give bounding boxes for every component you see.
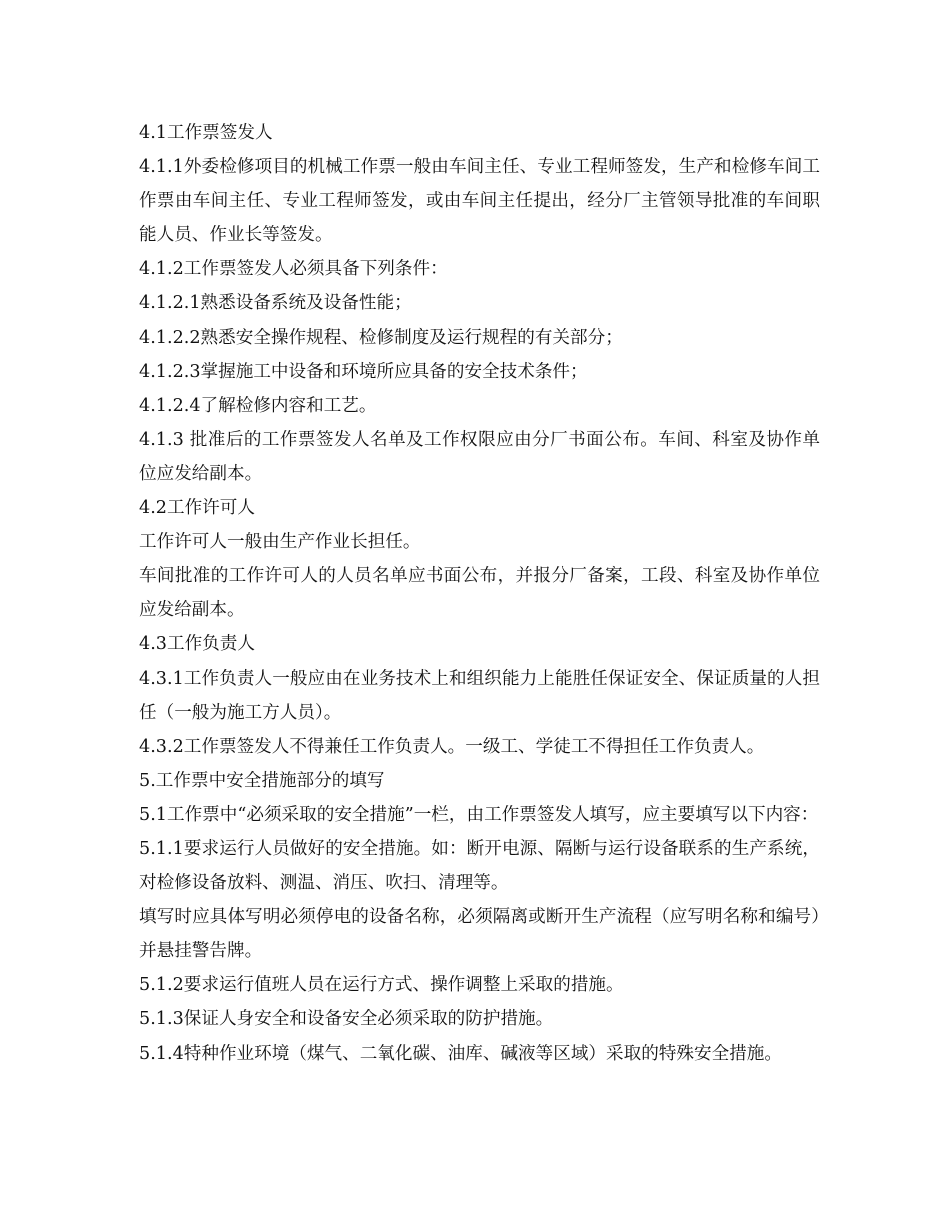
clause-5-1-4: 5.1.4特种作业环境（煤气、二氧化碳、油库、碱液等区域）采取的特殊安全措施。 [139,1043,782,1064]
clause-4-1-2: 4.1.2工作票签发人必须具备下列条件： [139,259,448,280]
paragraph-fill-instructions: 填写时应具体写明必须停电的设备名称，必须隔离或断开生产流程（应写明名称和编号）并悬挂警告牌。 [139,907,820,962]
clause-5-1: 5.1工作票中“必须采取的安全措施”一栏，由工作票签发人填写，应主要填写以下内容： [139,804,819,825]
clause-4-1-2-1: 4.1.2.1熟悉设备系统及设备性能； [139,293,412,314]
clause-4-3-2: 4.3.2工作票签发人不得兼任工作负责人。一级工、学徒工不得担任工作负责人。 [139,736,765,757]
paragraph-permit-list: 车间批准的工作许可人的人员名单应书面公布，并报分厂备案，工段、科室及协作单位应发给副本。 [139,566,820,621]
section-heading-4-1: 4.1工作票签发人 [139,123,273,143]
clause-5-1-2: 5.1.2要求运行值班人员在运行方式、操作调整上采取的措施。 [139,975,624,996]
clause-4-1-1: 4.1.1外委检修项目的机械工作票一般由车间主任、专业工程师签发，生产和检修车间工作票由车间主任、专业工程师签发，或由车间主任提出，经分厂主管领导批准的车间职能人员、作业长等签发。 [139,157,820,246]
section-heading-5: 5.工作票中安全措施部分的填写 [139,770,385,791]
clause-4-1-2-2: 4.1.2.2熟悉安全操作规程、检修制度及运行规程的有关部分； [139,327,623,348]
paragraph-permit-holder: 工作许可人一般由生产作业长担任。 [139,532,421,553]
section-heading-4-3: 4.3工作负责人 [139,634,255,655]
clause-5-1-3: 5.1.3保证人身安全和设备安全必须采取的防护措施。 [139,1009,554,1030]
section-heading-4-2: 4.2工作许可人 [139,498,255,519]
clause-4-1-2-4: 4.1.2.4了解检修内容和工艺。 [139,395,377,416]
clause-5-1-1: 5.1.1要求运行人员做好的安全措施。如：断开电源、隔断与运行设备联系的生产系统，对检修设备放料、测温、消压、吹扫、清理等。 [139,838,820,894]
clause-4-1-2-3: 4.1.2.3掌握施工中设备和环境所应具备的安全技术条件； [139,361,588,382]
clause-4-3-1: 4.3.1工作负责人一般应由在业务技术上和组织能力上能胜任保证安全、保证质量的人担任（一般为施工方人员）。 [139,668,820,723]
clause-4-1-3: 4.1.3 批准后的工作票签发人名单及工作权限应由分厂书面公布。车间、科室及协作单位应发给副本。 [139,429,820,484]
